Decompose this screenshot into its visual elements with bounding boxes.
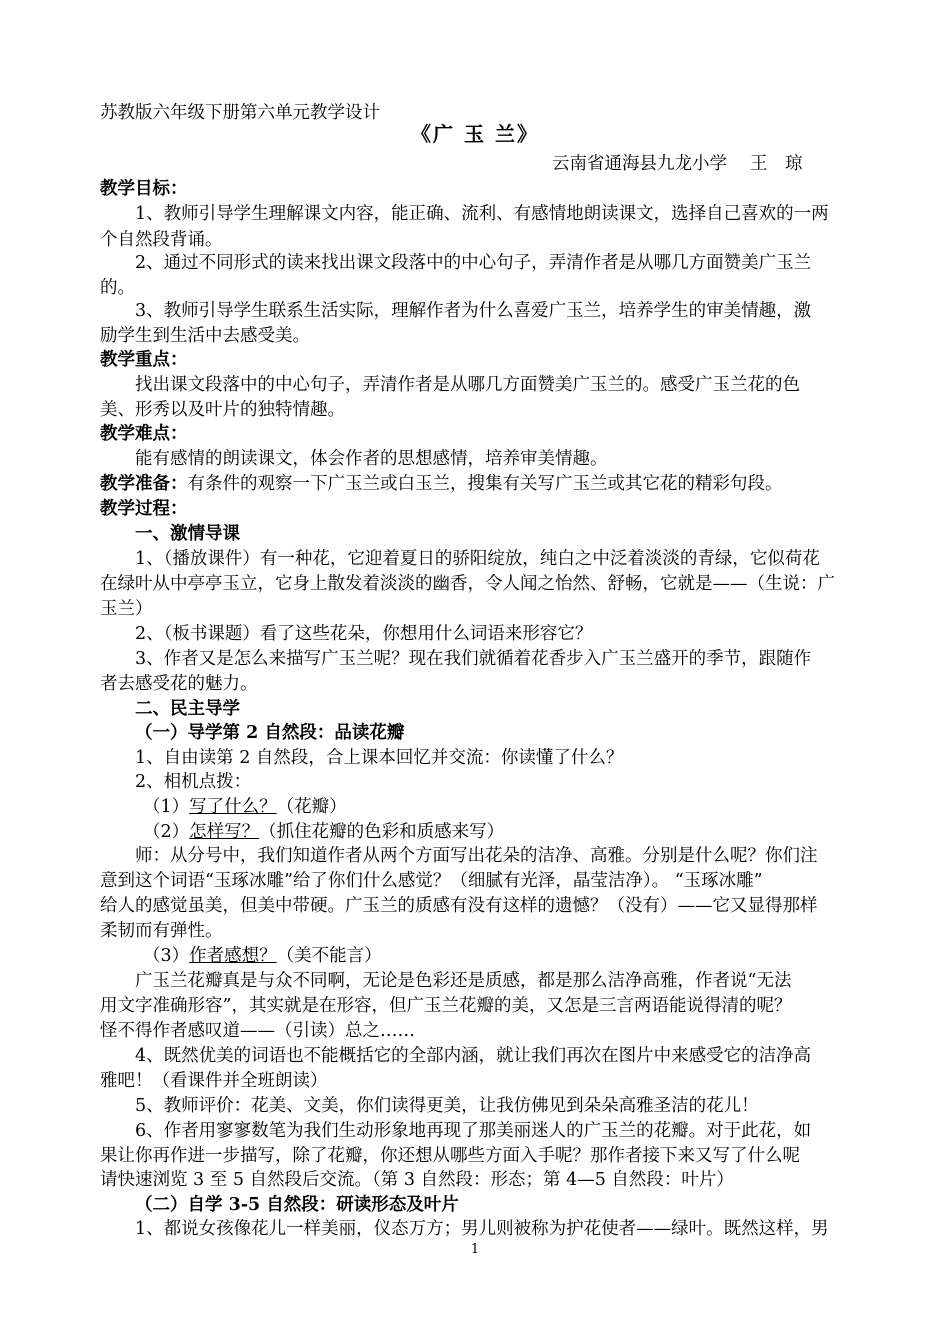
- question-1: [143, 794, 913, 820]
- q2-underlined: 怎样写？: [189, 822, 260, 842]
- s1-p2: 2、（板书课题）看了这些花朵，你想用什么词语来形容它？: [135, 624, 593, 644]
- p6-line-1: 6、作者用寥寥数笔为我们生动形象地再现了那美丽迷人的广玉兰的花瓣。对于此花，如: [135, 1121, 812, 1141]
- s1-p3-line-2: 者去感受花的魅力。: [100, 674, 258, 694]
- difficulty-heading: 教学难点：: [100, 424, 188, 444]
- goal-3-line-2: 励学生到生活中去感受美。: [100, 326, 310, 346]
- sub1-p1: 1、自由读第 2 自然段，合上课本回忆并交流：你读懂了什么？: [135, 748, 624, 768]
- goal-1-line-1: 1、教师引导学生理解课文内容，能正确、流利、有感情地朗读课文，选择自己喜欢的一两: [135, 204, 829, 224]
- section-2-title: 二、民主导学: [135, 699, 240, 719]
- difficulty-line: 能有感情的朗读课文，体会作者的思想感情，培养审美情趣。: [135, 449, 608, 469]
- q3-rest: （美不能言）: [276, 946, 382, 966]
- key-heading: 教学重点：: [100, 350, 188, 370]
- p4-line-2: 雅吧！（看课件并全班朗读）: [100, 1071, 328, 1091]
- prep-line: [100, 471, 870, 497]
- question-2: [143, 819, 913, 845]
- prep-text: 有条件的观察一下广玉兰或白玉兰，搜集有关写广玉兰或其它花的精彩句段。: [187, 474, 783, 494]
- sub1-p2: 2、相机点拨：: [135, 772, 252, 792]
- s1-p1-line-3: 玉兰）: [100, 599, 153, 619]
- sub2-p1: 1、都说女孩像花儿一样美丽，仪态万方；男儿则被称为护花使者——绿叶。既然这样，男: [135, 1219, 829, 1239]
- teacher-1-line-1: 师：从分号中，我们知道作者从两个方面写出花朵的洁净、高雅。分别是什么呢？你们注: [135, 846, 818, 866]
- p5: 5、教师评价：花美、文美，你们读得更美，让我仿佛见到朵朵高雅圣洁的花儿！: [135, 1096, 759, 1116]
- goal-2-line-2: 的。: [100, 278, 135, 298]
- goal-1-line-2: 个自然段背诵。: [100, 230, 223, 250]
- q2-rest: （抓住花瓣的色彩和质感来写）: [259, 822, 505, 842]
- q1-underlined: 写了什么？: [189, 797, 277, 817]
- author-line: 云南省通海县九龙小学 王 琼: [552, 154, 803, 174]
- teacher-2-line-2: 用文字准确形容”，其实就是在形容，但广玉兰花瓣的美，又怎是三言两语能说得清的呢？: [100, 996, 792, 1016]
- key-line-1: 找出课文段落中的中心句子，弄清作者是从哪几方面赞美广玉兰的。感受广玉兰花的色: [135, 375, 800, 395]
- q3-label: （3）: [143, 946, 190, 966]
- q1-label: （1）: [143, 797, 190, 817]
- s1-p1-line-2: 在绿叶从中亭亭玉立，它身上散发着淡淡的幽香，令人闻之怡然、舒畅，它就是——（生说：广: [100, 574, 835, 594]
- p4-line-1: 4、既然优美的词语也不能概括它的全部内涵，就让我们再次在图片中来感受它的洁净高: [135, 1046, 812, 1066]
- goal-3-line-1: 3、教师引导学生联系生活实际，理解作者为什么喜爱广玉兰，培养学生的审美情趣，激: [135, 301, 812, 321]
- teacher-1-line-4: 柔韧而有弹性。: [100, 921, 223, 941]
- s1-p3-line-1: 3、作者又是怎么来描写广玉兰呢？现在我们就循着花香步入广玉兰盛开的季节，跟随作: [135, 649, 812, 669]
- subsection-1-title: （一）导学第 2 自然段：品读花瓣: [135, 723, 405, 743]
- process-heading: 教学过程：: [100, 499, 188, 519]
- p6-line-3: 请快速浏览 3 至 5 自然段后交流。（第 3 自然段：形态；第 4—5 自然段：叶片）: [100, 1170, 734, 1190]
- header-line: 苏教版六年级下册第六单元教学设计: [100, 103, 380, 123]
- q1-rest: （花瓣）: [276, 797, 347, 817]
- teacher-2-line-3: 怪不得作者感叹道——（引读）总之……: [100, 1021, 415, 1041]
- question-3: [143, 943, 913, 969]
- page-title: 《广 玉 兰》: [411, 122, 539, 146]
- p6-line-2: 果让你再作进一步描写，除了花瓣，你还想从哪些方面入手呢？那作者接下来又写了什么呢: [100, 1146, 800, 1166]
- key-line-2: 美、形秀以及叶片的独特情趣。: [100, 400, 345, 420]
- section-1-title: 一、激情导课: [135, 524, 240, 544]
- q3-underlined: 作者感想？: [189, 946, 277, 966]
- teacher-1-line-3: 给人的感觉虽美，但美中带硬。广玉兰的质感有没有这样的遗憾？（没有）——它又显得那样: [100, 896, 818, 916]
- q2-label: （2）: [143, 822, 190, 842]
- teacher-2-line-1: 广玉兰花瓣真是与众不同啊，无论是色彩还是质感，都是那么洁净高雅，作者说“无法: [135, 971, 792, 991]
- goal-2-line-1: 2、通过不同形式的读来找出课文段落中的中心句子，弄清作者是从哪几方面赞美广玉兰: [135, 253, 812, 273]
- s1-p1-line-1: 1、（播放课件）有一种花，它迎着夏日的骄阳绽放，纯白之中泛着淡淡的青绿，它似荷花: [135, 549, 820, 569]
- teacher-1-line-2: 意到这个词语“玉琢冰雕”给了你们什么感觉？（细腻有光泽，晶莹洁净）。 “玉琢冰雕”: [100, 871, 763, 891]
- subsection-2-title: （二）自学 3-5 自然段：研读形态及叶片: [135, 1195, 459, 1215]
- prep-heading: 教学准备：: [100, 474, 188, 494]
- page-number: 1: [470, 1242, 480, 1257]
- goals-heading: 教学目标：: [100, 179, 188, 199]
